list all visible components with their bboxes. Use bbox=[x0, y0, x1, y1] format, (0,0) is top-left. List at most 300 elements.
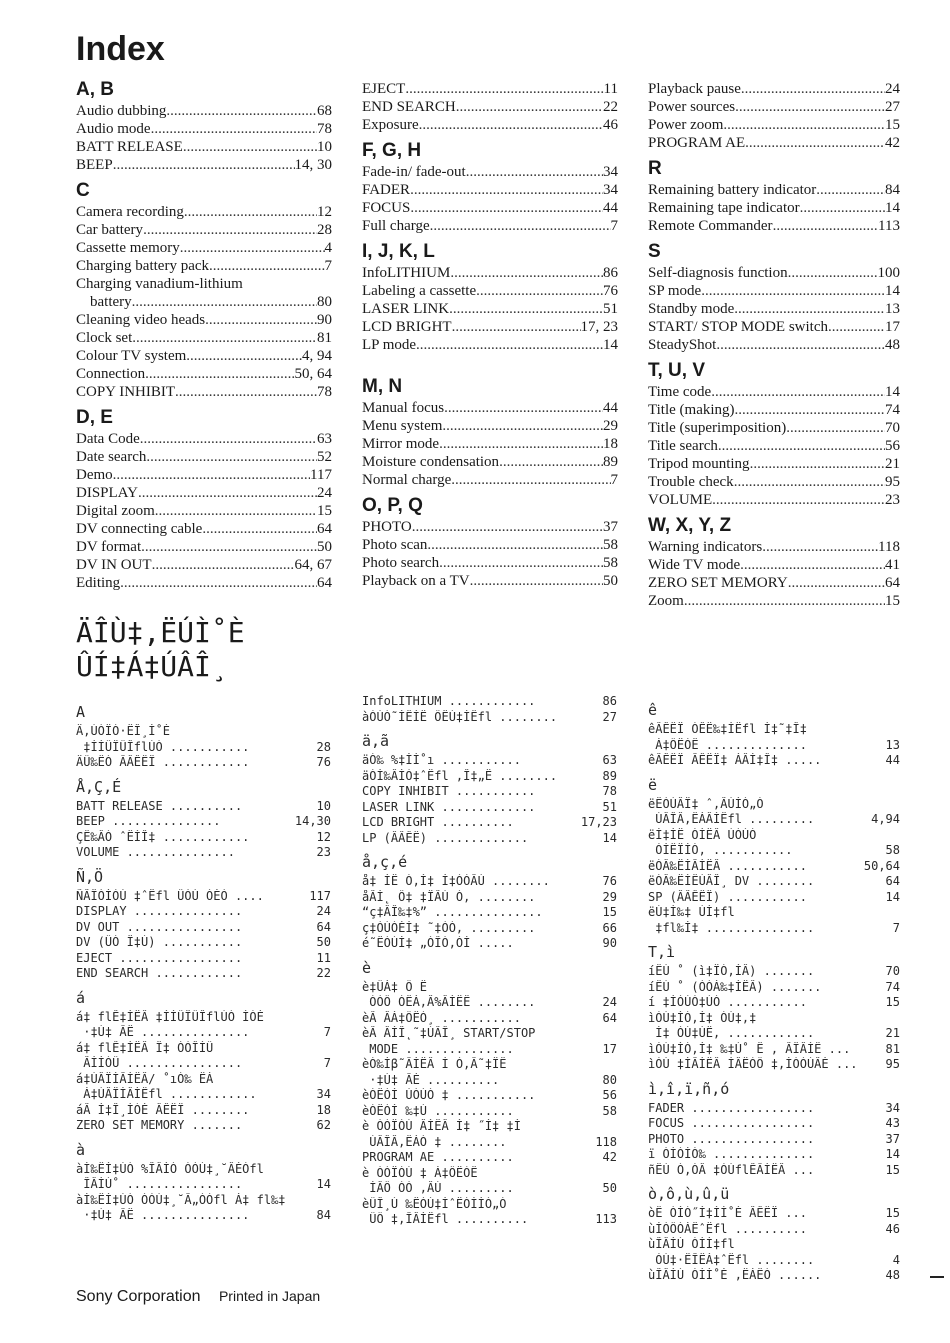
second-index-entry-text: èÂ ÂÁ‡ÔËÒ¸ ........... bbox=[362, 1010, 521, 1025]
second-index-entry-text: á‡ÚÂÏÌÂÌËÂ/ ˚ıÓ‰ ËÁ bbox=[76, 1071, 214, 1086]
index-entry bbox=[648, 199, 900, 217]
second-index-entry-text: á‡ flÊ‡ÌËÂ Ï‡ ÓÒÎÌÛ bbox=[76, 1040, 214, 1055]
second-index-entry-page: 74 bbox=[885, 979, 900, 994]
second-index-entry-text: ·‡Ú‡ ÂË ............... bbox=[76, 1025, 250, 1039]
index-entry-label: Car battery bbox=[76, 222, 144, 238]
second-index-entry-page: 64 bbox=[602, 1010, 617, 1025]
index-entry bbox=[76, 574, 332, 592]
second-index-entry bbox=[362, 1042, 617, 1058]
second-index-entry-text: ÑÂÏÓÌÒÚ ‡ˆËfl ÛÒÚ ÓÈÒ .... bbox=[76, 888, 264, 903]
second-index-entry-page: 46 bbox=[885, 1221, 900, 1236]
index-entry-page: 17 bbox=[885, 319, 900, 335]
second-index-entry-text: COPY INHIBIT ........... bbox=[362, 784, 536, 798]
second-index-entry-page: 27 bbox=[602, 709, 617, 724]
leader-dots bbox=[723, 116, 885, 134]
index-entry bbox=[648, 592, 900, 610]
index-entry-label: SteadyShot bbox=[648, 337, 717, 353]
index-entry-label: PHOTO bbox=[362, 519, 412, 535]
index-entry-page: 113 bbox=[878, 218, 900, 234]
second-index-entry-text: ‡ÍÍÛÏÛÎflÚÓ ........... bbox=[76, 739, 250, 754]
index-entry-label: Audio dubbing bbox=[76, 103, 167, 119]
index-entry bbox=[362, 435, 618, 453]
index-entry bbox=[76, 556, 332, 574]
second-index-entry-page: 78 bbox=[602, 784, 617, 798]
index-entry bbox=[648, 473, 900, 491]
second-index-entry-page: 66 bbox=[602, 920, 617, 935]
index-entry-page: 14 bbox=[885, 200, 900, 216]
second-index-entry bbox=[76, 1025, 331, 1041]
second-index-entry-text: ñËÙ Ó‚ÓÂ ‡ÒÚflÊÂÌËÂ ... bbox=[648, 1162, 815, 1177]
index-entry bbox=[362, 300, 618, 318]
index-entry-label: Date search bbox=[76, 449, 147, 465]
second-index-entry-page: 7 bbox=[323, 1025, 331, 1039]
index-entry bbox=[362, 336, 618, 354]
index-entry bbox=[362, 80, 618, 98]
second-index-entry-page: 50,64 bbox=[863, 858, 900, 873]
second-index-entry-page: 62 bbox=[316, 1118, 331, 1132]
second-index-entry-page: 29 bbox=[602, 889, 617, 904]
second-index-entry bbox=[76, 740, 331, 756]
index-entry-page: 78 bbox=[317, 121, 332, 137]
second-index-entry-text: è‡ÛÁ‡ Ô Ë bbox=[362, 979, 428, 994]
second-index-entry-page: 95 bbox=[885, 1057, 900, 1071]
index-entry-label: DV IN OUT bbox=[76, 557, 152, 573]
index-entry-page: 89 bbox=[603, 454, 618, 470]
index-entry-page: 58 bbox=[603, 537, 618, 553]
index-section-heading: W, X, Y, Z bbox=[648, 515, 732, 536]
index-entry-label: Charging battery pack bbox=[76, 258, 210, 274]
second-index-entry bbox=[648, 1147, 900, 1163]
second-index-entry-text: ÒÚ‡·ËÎËÁ‡ˆËfl ........ bbox=[648, 1252, 815, 1267]
index-entry-page: 74 bbox=[885, 402, 900, 418]
index-entry-page: 50 bbox=[603, 573, 618, 589]
second-index-entry-text: ëËÒÚÂÏ‡ ˆ‚ÂÚÌÓ„Ó bbox=[648, 796, 764, 811]
index-entry bbox=[362, 572, 618, 590]
leader-dots bbox=[439, 554, 603, 572]
second-index-entry-text: ÚÂÎÂ‚ËÁÓ ‡ ........ bbox=[362, 1134, 507, 1149]
leader-dots bbox=[132, 293, 317, 311]
index-entry-page: 10 bbox=[317, 139, 332, 155]
second-index-entry-page: 56 bbox=[602, 1088, 617, 1102]
second-index-entry bbox=[362, 980, 617, 996]
index-entry-label: Normal charge bbox=[362, 472, 452, 488]
leader-dots bbox=[734, 300, 885, 318]
second-index-entry-page: 15 bbox=[602, 905, 617, 919]
index-entry-page: 42 bbox=[885, 135, 900, 151]
second-index-entry-text: DV OUT ................ bbox=[76, 919, 243, 934]
index-entry bbox=[648, 98, 900, 116]
leader-dots bbox=[456, 98, 603, 116]
index-entry-label: Self-diagnosis function bbox=[648, 265, 788, 281]
index-entry-label: Moisture condensation bbox=[362, 454, 500, 470]
second-index-entry-text: êÂÊËÏ ÂÊËÏ‡ ÁÂÍ‡Î‡ ..... bbox=[648, 753, 822, 767]
leader-dots bbox=[741, 80, 885, 98]
leader-dots bbox=[113, 156, 295, 174]
index-entry-page: 68 bbox=[317, 103, 332, 119]
second-index-entry-page: 48 bbox=[885, 1268, 900, 1282]
second-index-entry bbox=[76, 1056, 331, 1072]
index-entry-label: Standby mode bbox=[648, 301, 735, 317]
index-entry bbox=[362, 199, 618, 217]
index-entry bbox=[76, 538, 332, 556]
index-entry-label: PROGRAM AE bbox=[648, 135, 746, 151]
second-index-entry-text: ‡fl‰Í‡ ............... bbox=[648, 920, 815, 935]
second-index-entry bbox=[648, 1163, 900, 1179]
index-entry bbox=[648, 437, 900, 455]
index-entry bbox=[362, 98, 618, 116]
second-index-entry-text: íËÚ ˚ (ì‡ÏÓ‚ÍÂ) ....... bbox=[648, 964, 815, 978]
leader-dots bbox=[184, 203, 317, 221]
index-entry-label: Cleaning video heads bbox=[76, 312, 206, 328]
second-index-entry bbox=[648, 1132, 900, 1148]
second-index-entry-page: 12 bbox=[316, 829, 331, 844]
second-index-entry bbox=[648, 995, 900, 1011]
index-entry bbox=[76, 311, 332, 329]
second-index-entry-text: END SEARCH ............ bbox=[76, 966, 243, 980]
second-index-entry-text: åÂÌ˛ Ô‡ ‡ÏÂÚ Ó‚ ........ bbox=[362, 889, 536, 904]
second-index-entry bbox=[362, 874, 617, 890]
index-entry bbox=[76, 502, 332, 520]
index-entry bbox=[76, 102, 332, 120]
index-entry-label: Power zoom bbox=[648, 117, 724, 133]
second-index-entry bbox=[76, 1208, 331, 1224]
index-entry-page: 27 bbox=[885, 99, 900, 115]
index-entry-label: EJECT bbox=[362, 81, 406, 97]
index-entry-label: Playback pause bbox=[648, 81, 741, 97]
index-entry-label: Audio mode bbox=[76, 121, 151, 137]
index-entry-page: 15 bbox=[885, 117, 900, 133]
index-entry-label: Zoom bbox=[648, 593, 684, 609]
second-index-entry bbox=[362, 1088, 617, 1104]
index-entry bbox=[648, 181, 900, 199]
second-index-entry bbox=[648, 1101, 900, 1117]
index-entry bbox=[648, 574, 900, 592]
leader-dots bbox=[405, 80, 603, 98]
index-entry bbox=[362, 453, 618, 471]
index-entry bbox=[362, 399, 618, 417]
second-index-entry bbox=[648, 1268, 900, 1284]
index-entry bbox=[362, 264, 618, 282]
leader-dots bbox=[146, 448, 317, 466]
second-index-entry-text: ìÒÚ‡ÌÓ‚Í‡ ÓÚ‡‚‡ bbox=[648, 1010, 757, 1025]
index-entry-label: Manual focus bbox=[362, 400, 445, 416]
second-index-entry bbox=[648, 738, 900, 754]
second-index-entry bbox=[362, 905, 617, 921]
leader-dots bbox=[762, 538, 878, 556]
index-entry bbox=[76, 466, 332, 484]
second-index-entry-text: ÓÒÔ ÓËÁ‚Â%ÂÌËË ........ bbox=[362, 995, 536, 1009]
second-index-heading: á bbox=[76, 988, 86, 1007]
second-index-entry bbox=[648, 828, 900, 844]
index-entry-label: Remaining battery indicator bbox=[648, 182, 817, 198]
second-index-entry-text: BATT RELEASE .......... bbox=[76, 798, 243, 813]
second-index-entry bbox=[76, 904, 331, 920]
second-index-entry-page: 58 bbox=[885, 843, 900, 857]
index-entry-label: LP mode bbox=[362, 337, 417, 353]
second-index-entry-text: Ì‡ ÒÚ‡ÚË‚ ............ bbox=[648, 1026, 815, 1040]
leader-dots bbox=[711, 383, 885, 401]
second-index-entry bbox=[362, 753, 617, 769]
index-entry-label: Cassette memory bbox=[76, 240, 180, 256]
second-index-entry-text: ëÍ‡ÌË ÓÌËÂ ÙÓÚÓ bbox=[648, 827, 757, 842]
leader-dots bbox=[145, 365, 294, 383]
index-entry-page: 4 bbox=[324, 240, 332, 256]
leader-dots bbox=[786, 419, 885, 437]
second-index-entry-page: 34 bbox=[316, 1087, 331, 1101]
second-index-entry-text: DISPLAY ............... bbox=[76, 904, 243, 918]
second-index-entry bbox=[76, 889, 331, 905]
index-entry-label: DISPLAY bbox=[76, 485, 138, 501]
leader-dots bbox=[143, 221, 317, 239]
second-index-entry-page: 4 bbox=[892, 1252, 900, 1267]
index-section-heading: D, E bbox=[76, 407, 113, 428]
leader-dots bbox=[152, 556, 295, 574]
second-index-entry-page: 24 bbox=[316, 904, 331, 918]
leader-dots bbox=[788, 574, 885, 592]
index-section-heading: I, J, K, L bbox=[362, 241, 435, 262]
second-index-entry bbox=[362, 936, 617, 952]
index-entry bbox=[648, 134, 900, 152]
second-index-entry-page: 44 bbox=[885, 753, 900, 767]
second-index-entry-page: 64 bbox=[885, 874, 900, 888]
index-entry-label: Demo bbox=[76, 467, 113, 483]
second-index-entry bbox=[648, 874, 900, 890]
second-index-entry bbox=[362, 1197, 617, 1213]
index-entry bbox=[76, 430, 332, 448]
second-index-entry-page: 21 bbox=[885, 1026, 900, 1040]
index-entry-page: 15 bbox=[317, 503, 332, 519]
leader-dots bbox=[140, 430, 317, 448]
second-index-entry bbox=[648, 1057, 900, 1073]
index-entry bbox=[76, 365, 332, 383]
second-index-entry bbox=[362, 815, 617, 831]
second-index-entry-page: 51 bbox=[602, 799, 617, 814]
index-entry bbox=[76, 329, 332, 347]
index-entry-page: 100 bbox=[877, 265, 900, 281]
second-index-column-1 bbox=[76, 696, 331, 1224]
index-entry bbox=[648, 116, 900, 134]
leader-dots bbox=[205, 311, 317, 329]
second-index-entry-text: ï ÓÌÓÍÓ‰ .............. bbox=[648, 1147, 815, 1161]
index-entry-page: 58 bbox=[603, 555, 618, 571]
index-entry-page: 37 bbox=[603, 519, 618, 535]
leader-dots bbox=[451, 471, 610, 489]
second-index-heading: ì,î,ï,ñ,ó bbox=[648, 1079, 730, 1098]
second-index-entry-text: LP (ÂÂÊË) ............. bbox=[362, 830, 529, 845]
index-entry-page: 117 bbox=[310, 467, 332, 483]
second-index-entry-text: LASER LINK ............. bbox=[362, 799, 536, 814]
index-entry-label: Tripod mounting bbox=[648, 456, 750, 472]
index-entry-label: Playback on a TV bbox=[362, 573, 470, 589]
second-index-heading: ò,ô,ù,û,ü bbox=[648, 1185, 730, 1203]
second-index-entry-page: 117 bbox=[309, 888, 331, 903]
index-entry-label: Charging vanadium-lithium bbox=[76, 276, 243, 292]
index-entry-page: 15 bbox=[885, 593, 900, 609]
second-index-entry bbox=[362, 995, 617, 1011]
second-index-entry-page: 15 bbox=[885, 995, 900, 1009]
second-index-entry-text: ÄÛ‰ËÓ ÂÂÊËÏ ............ bbox=[76, 755, 250, 769]
second-index-entry-text: èÓËÒÍ ÙÓÚÓ ‡ ........... bbox=[362, 1088, 536, 1102]
second-index-entry bbox=[76, 724, 331, 740]
leader-dots bbox=[410, 181, 603, 199]
second-index-entry-text: àÌ‰ËÍ‡ÚÓ %ÎÂÌÓ ÓÒÚ‡¸˘ÂÈÒfl bbox=[76, 1161, 264, 1176]
second-index-entry-page: 24 bbox=[602, 995, 617, 1009]
second-index-entry-page: 42 bbox=[602, 1150, 617, 1164]
second-index-entry-text: ëÓÂ‰ËÌÂÌËÂ ........... bbox=[648, 858, 807, 873]
second-index-heading: ë bbox=[648, 775, 658, 794]
second-index-entry bbox=[648, 1011, 900, 1027]
leader-dots bbox=[452, 318, 581, 336]
leader-dots bbox=[745, 134, 885, 152]
second-index-column-2 bbox=[362, 694, 617, 1228]
second-index-entry bbox=[76, 1041, 331, 1057]
index-entry-page: 64, 67 bbox=[294, 557, 332, 573]
index-entry-page: 76 bbox=[603, 283, 618, 299]
footer-company: Sony Corporation bbox=[76, 1288, 201, 1305]
second-index-entry-page: 50 bbox=[316, 935, 331, 949]
second-index-entry-text: àÌ‰ËÍ‡ÚÓ ÓÒÚ‡¸˘Â„ÓÒfl Á‡ fl‰‡ bbox=[76, 1192, 286, 1207]
index-entry-label: Title (making) bbox=[648, 402, 735, 418]
second-index-entry-page: 76 bbox=[316, 755, 331, 769]
second-index-entry bbox=[76, 966, 331, 982]
second-index-entry-text: á‡ flÊ‡ÌËÂ ‡ÍÍÛÏÛÎflÚÓ ÌÓÈ bbox=[76, 1009, 264, 1024]
second-index-title bbox=[76, 616, 245, 684]
index-entry bbox=[648, 491, 900, 509]
second-index-entry-text: ÛÔ ‡‚ÎÂÌËfl .......... bbox=[362, 1212, 529, 1226]
second-index-entry-text: DV (ÛÓ Ï‡Ú) ........... bbox=[76, 935, 243, 949]
second-index-entry-page: 58 bbox=[602, 1103, 617, 1118]
index-entry-label: Time code bbox=[648, 384, 712, 400]
leader-dots bbox=[735, 98, 885, 116]
index-entry-page: 63 bbox=[317, 431, 332, 447]
second-index-entry-text: ìÒÚ‡ÌÓ‚Í‡ ‰‡Ú˚ Ë ‚ ÂÏÂÌË ... bbox=[648, 1041, 851, 1056]
page-title: Index bbox=[76, 30, 165, 68]
second-index-entry bbox=[362, 1026, 617, 1042]
index-entry-page: 7 bbox=[610, 472, 618, 488]
second-index-entry-text: EJECT ................. bbox=[76, 950, 243, 965]
leader-dots bbox=[816, 181, 885, 199]
index-entry-page: 64 bbox=[317, 521, 332, 537]
second-index-entry-text: àÒÚÓ˜ÌËÍË ÔËÚ‡ÌËfl ........ bbox=[362, 709, 558, 724]
index-entry-label: BEEP bbox=[76, 157, 113, 173]
second-index-heading: ä,ã bbox=[362, 732, 390, 750]
index-entry bbox=[76, 138, 332, 156]
leader-dots bbox=[427, 536, 603, 554]
second-index-entry-text: ÒÌËÏÍÓ‚ ........... bbox=[648, 843, 793, 857]
second-index-entry-page: 15 bbox=[885, 1162, 900, 1177]
index-entry-label: Colour TV system bbox=[76, 348, 187, 364]
index-section-heading: S bbox=[648, 241, 661, 262]
index-entry bbox=[648, 300, 900, 318]
second-index-entry-page: 11 bbox=[316, 950, 331, 965]
index-entry-label: LCD BRIGHT bbox=[362, 319, 452, 335]
second-index-entry-page: 10 bbox=[316, 798, 331, 813]
index-entry bbox=[76, 239, 332, 257]
second-index-entry bbox=[648, 980, 900, 996]
second-index-entry-text: “ç‡ÂÎ‰‡%” ............... bbox=[362, 905, 543, 919]
second-index-entry-page: 14 bbox=[602, 830, 617, 845]
second-index-entry-page: 64 bbox=[316, 919, 331, 934]
second-index-entry-page: 118 bbox=[595, 1134, 617, 1149]
index-entry-page: 46 bbox=[603, 117, 618, 133]
second-index-entry-text: ùÎÂÍÚ ÓÌÌ˚È ‚ËÁËÓ ...... bbox=[648, 1268, 822, 1282]
second-index-entry-page: 23 bbox=[316, 845, 331, 859]
index-entry-page: 28 bbox=[317, 222, 332, 238]
second-index-entry-text: è ÓÒÏÓÚ ÂÌËÂ Ì‡ ˝Í‡ ‡Ì bbox=[362, 1119, 521, 1133]
second-index-heading: ê bbox=[648, 701, 658, 719]
index-entry-page: 81 bbox=[317, 330, 332, 346]
leader-dots bbox=[466, 163, 603, 181]
leader-dots bbox=[430, 217, 611, 235]
second-index-entry-text: ÇË‰ÂÓ ˆËÍÎ‡ ............ bbox=[76, 829, 250, 844]
leader-dots bbox=[684, 592, 885, 610]
index-entry bbox=[76, 221, 332, 239]
second-index-entry bbox=[648, 1206, 900, 1222]
index-section-heading: R bbox=[648, 158, 662, 179]
second-index-entry bbox=[76, 1193, 331, 1209]
index-entry-label: LASER LINK bbox=[362, 301, 450, 317]
index-entry bbox=[76, 120, 332, 138]
index-entry-page: 48 bbox=[885, 337, 900, 353]
leader-dots bbox=[113, 466, 310, 484]
index-entry-page: 24 bbox=[885, 81, 900, 97]
index-entry-page: 12 bbox=[317, 204, 332, 220]
second-index-entry-text: PROGRAM AE .......... bbox=[362, 1150, 514, 1164]
index-entry-label: Mirror mode bbox=[362, 436, 440, 452]
index-entry-label: VOLUME bbox=[648, 492, 713, 508]
second-index-entry-page: 14 bbox=[885, 1147, 900, 1161]
index-section-heading: F, G, H bbox=[362, 140, 422, 161]
second-index-entry-text: áÂ Í‡Î¸ÌÓÈ ÂÊËÏ ........ bbox=[76, 1102, 250, 1117]
index-entry bbox=[648, 217, 900, 235]
index-entry-label: DV format bbox=[76, 539, 142, 555]
second-index-heading: T,ì bbox=[648, 943, 676, 961]
second-index-entry-page: 50 bbox=[602, 1181, 617, 1195]
leader-dots bbox=[788, 264, 878, 282]
leader-dots bbox=[175, 383, 317, 401]
index-entry-label: COPY INHIBIT bbox=[76, 384, 176, 400]
index-entry-label: Full charge bbox=[362, 218, 430, 234]
index-entry-label: SP mode bbox=[648, 283, 702, 299]
index-entry-page: 21 bbox=[885, 456, 900, 472]
index-entry-label: Warning indicators bbox=[648, 539, 763, 555]
index-entry-page: 34 bbox=[603, 164, 618, 180]
index-entry bbox=[362, 318, 618, 336]
index-entry bbox=[76, 203, 332, 221]
second-index-entry-text: ç‡ÒÚÓÈÍ‡ ˜‡ÒÓ‚ ......... bbox=[362, 920, 536, 935]
second-index-entry-text: Á‡ÚÂÏÌÂÌËfl ............ bbox=[76, 1087, 257, 1101]
second-index-entry bbox=[76, 1118, 331, 1134]
index-entry bbox=[362, 471, 618, 489]
leader-dots bbox=[450, 264, 603, 282]
index-entry-label: Trouble check bbox=[648, 474, 734, 490]
leader-dots bbox=[701, 282, 885, 300]
index-entry-label: END SEARCH bbox=[362, 99, 456, 115]
second-index-entry-page: 14,30 bbox=[294, 814, 331, 828]
second-index-heading: è bbox=[362, 958, 372, 977]
second-index-entry-text: äÓÌ‰ÂÌÒ‡ˆËfl ‚Î‡„Ë ........ bbox=[362, 768, 558, 783]
index-entry-label: BATT RELEASE bbox=[76, 139, 183, 155]
second-index-entry-text: ÌÂÔ ÓÒ ‚ÂÚ ......... bbox=[362, 1181, 514, 1195]
index-entry bbox=[76, 383, 332, 401]
leader-dots bbox=[800, 199, 885, 217]
index-entry-label: Labeling a cassette bbox=[362, 283, 477, 299]
leader-dots bbox=[183, 138, 317, 156]
index-entry bbox=[76, 156, 332, 174]
second-index-entry bbox=[648, 921, 900, 937]
second-index-entry-page: 18 bbox=[316, 1102, 331, 1117]
second-index-entry-text: Ä‚ÚÓÏÓ·ËÎ¸Ì˚È bbox=[76, 724, 170, 738]
